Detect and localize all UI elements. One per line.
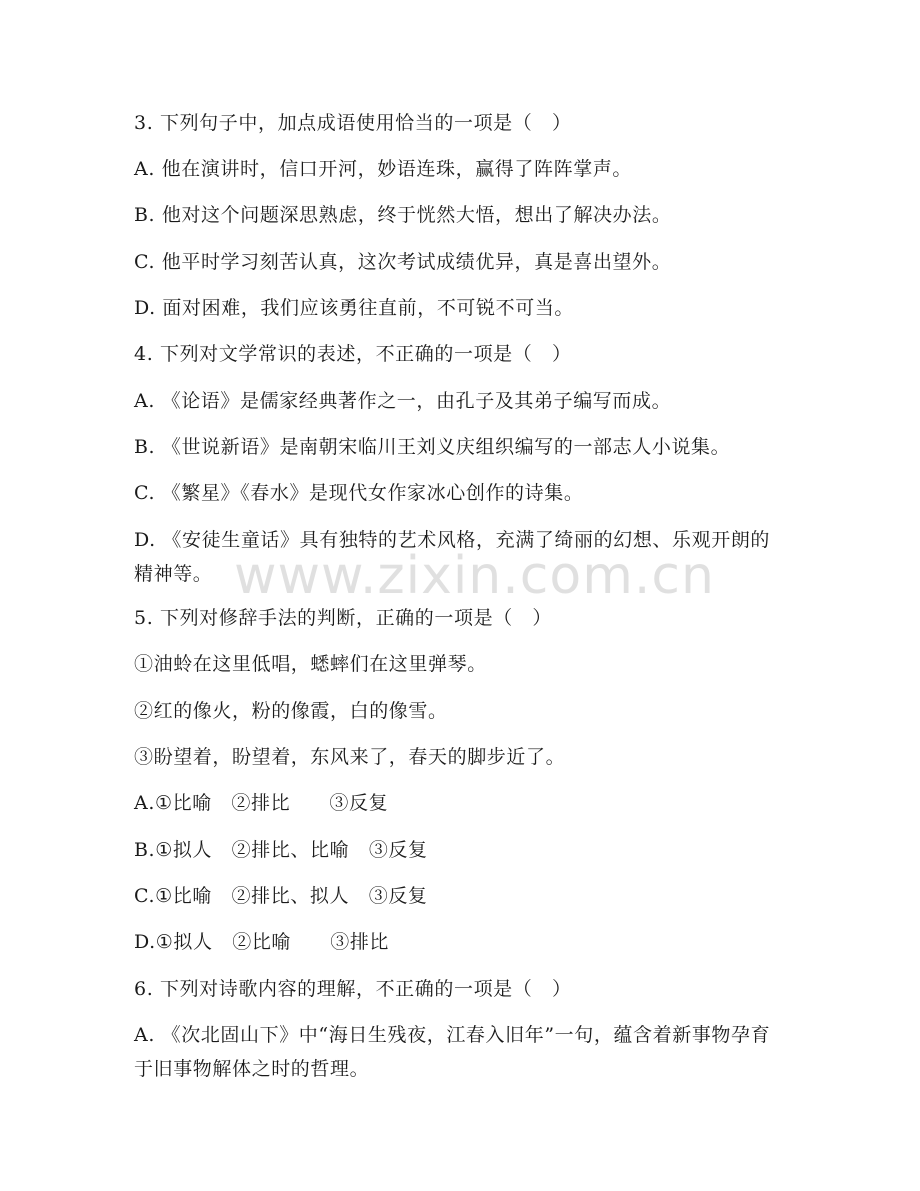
question-5-sentence-1: ①油蛉在这里低唱，蟋蟀们在这里弹琴。 (134, 653, 487, 675)
question-4-option-c: C. 《繁星》《春水》是现代女作家冰心创作的诗集。 (134, 482, 584, 504)
question-5-option-b: B.①拟人 ②排比、比喻 ③反复 (134, 839, 428, 861)
question-5-option-a: A.①比喻 ②排比 ③反复 (134, 792, 389, 814)
question-5-option-c: C.①比喻 ②排比、拟人 ③反复 (134, 885, 428, 907)
question-4-option-b: B. 《世说新语》是南朝宋临川王刘义庆组织编写的一部志人小说集。 (134, 436, 731, 458)
question-5-option-d: D.①拟人 ②比喻 ③排比 (134, 931, 390, 953)
question-5-stem: 5. 下列对修辞手法的判断，正确的一项是（ ） (134, 607, 552, 629)
question-4-stem: 4. 下列对文学常识的表述，不正确的一项是（ ） (134, 343, 572, 365)
question-3-option-c: C. 他平时学习刻苦认真，这次考试成绩优异，真是喜出望外。 (134, 251, 672, 273)
question-3-option-a: A. 他在演讲时，信口开河，妙语连珠，赢得了阵阵掌声。 (134, 158, 633, 180)
question-5-sentence-3: ③盼望着，盼望着，东风来了，春天的脚步近了。 (134, 746, 566, 768)
watermark: www.zixin.com.cn (234, 546, 715, 606)
question-3-stem: 3. 下列句子中，加点成语使用恰当的一项是（ ） (134, 112, 572, 134)
question-6-option-a: A. 《次北固山下》中“海日生残夜，江春入旧年”一句，蕴含着新事物孕育于旧事物解体之时的哲理。 (134, 1024, 771, 1080)
question-5-sentence-2: ②红的像火，粉的像霞，白的像雪。 (134, 700, 448, 722)
question-4-option-a: A. 《论语》是儒家经典著作之一，由孔子及其弟子编写而成。 (134, 390, 672, 412)
question-3-option-d: D. 面对困难，我们应该勇往直前，不可锐不可当。 (134, 297, 575, 319)
question-4-option-d: D. 《安徒生童话》具有独特的艺术风格，充满了绮丽的幻想、乐观开朗的精神等。 (134, 529, 771, 585)
question-3-option-b: B. 他对这个问题深思熟虑，终于恍然大悟，想出了解决办法。 (134, 204, 672, 226)
question-6-stem: 6. 下列对诗歌内容的理解，不正确的一项是（ ） (134, 978, 572, 1000)
